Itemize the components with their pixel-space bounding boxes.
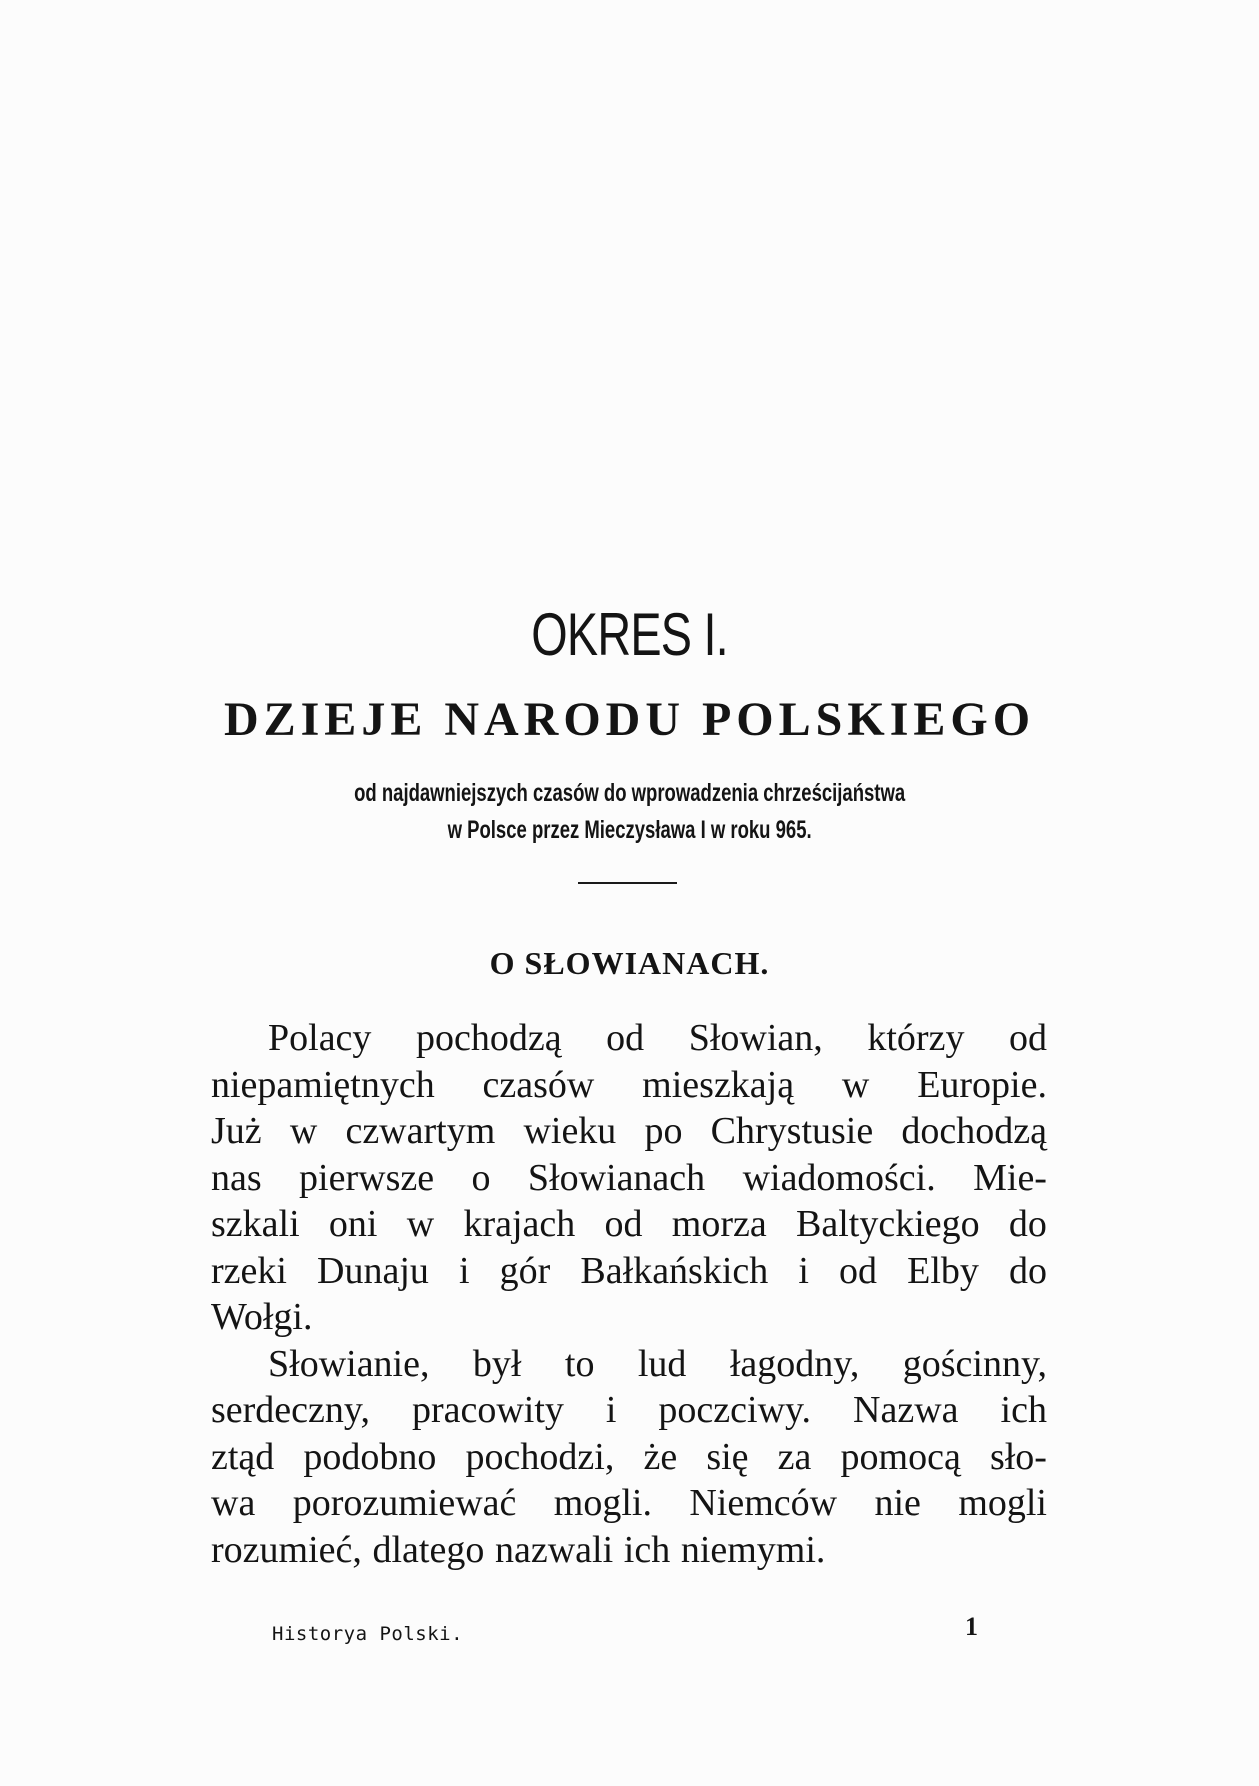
section-title: O SŁOWIANACH. — [489, 945, 770, 981]
text-line: Już w czwartym wieku po Chrystusie dochodzą — [211, 1110, 1047, 1152]
running-footer-title: Historya Polski. — [272, 1623, 464, 1645]
text-line: Wołgi. — [211, 1296, 313, 1338]
subtitle — [0, 775, 1259, 849]
period-title: OKRES I. — [531, 601, 728, 668]
text-line: nas pierwsze o Słowianach wiadomości. Mie- — [211, 1156, 1047, 1199]
paragraph — [211, 1015, 1047, 1341]
text-line: ztąd podobno pochodzi, że się za pomocą sło- — [211, 1435, 1047, 1478]
text-line: szkali oni w krajach od morza Baltyckiego do — [211, 1203, 1047, 1245]
text-line: wa porozumiewać mogli. Niemców nie mogli — [211, 1482, 1047, 1524]
page-number: 1 — [965, 1612, 978, 1641]
paragraph — [211, 1341, 1047, 1574]
text-line: Polacy pochodzą od Słowian, którzy od — [268, 1017, 1047, 1059]
subtitle-line: od najdawniejszych czasów do wprowadzenia chrześcijaństwa — [354, 779, 906, 807]
subtitle-line: w Polsce przez Mieczysława I w roku 965. — [447, 816, 812, 844]
text-line: niepamiętnych czasów mieszkają w Europie. — [211, 1063, 1047, 1106]
text-line: rozumieć, dlatego nazwali ich niemymi. — [211, 1528, 826, 1571]
section-divider — [578, 882, 677, 884]
text-line: serdeczny, pracowity i poczciwy. Nazwa ich — [211, 1389, 1047, 1431]
body-text — [211, 1015, 1047, 1573]
text-line: rzeki Dunaju i gór Bałkańskich i od Elby do — [211, 1249, 1047, 1292]
text-line: Słowianie, był to lud łagodny, gościnny, — [268, 1342, 1047, 1385]
main-title: DZIEJE NARODU POLSKIEGO — [223, 693, 1036, 746]
